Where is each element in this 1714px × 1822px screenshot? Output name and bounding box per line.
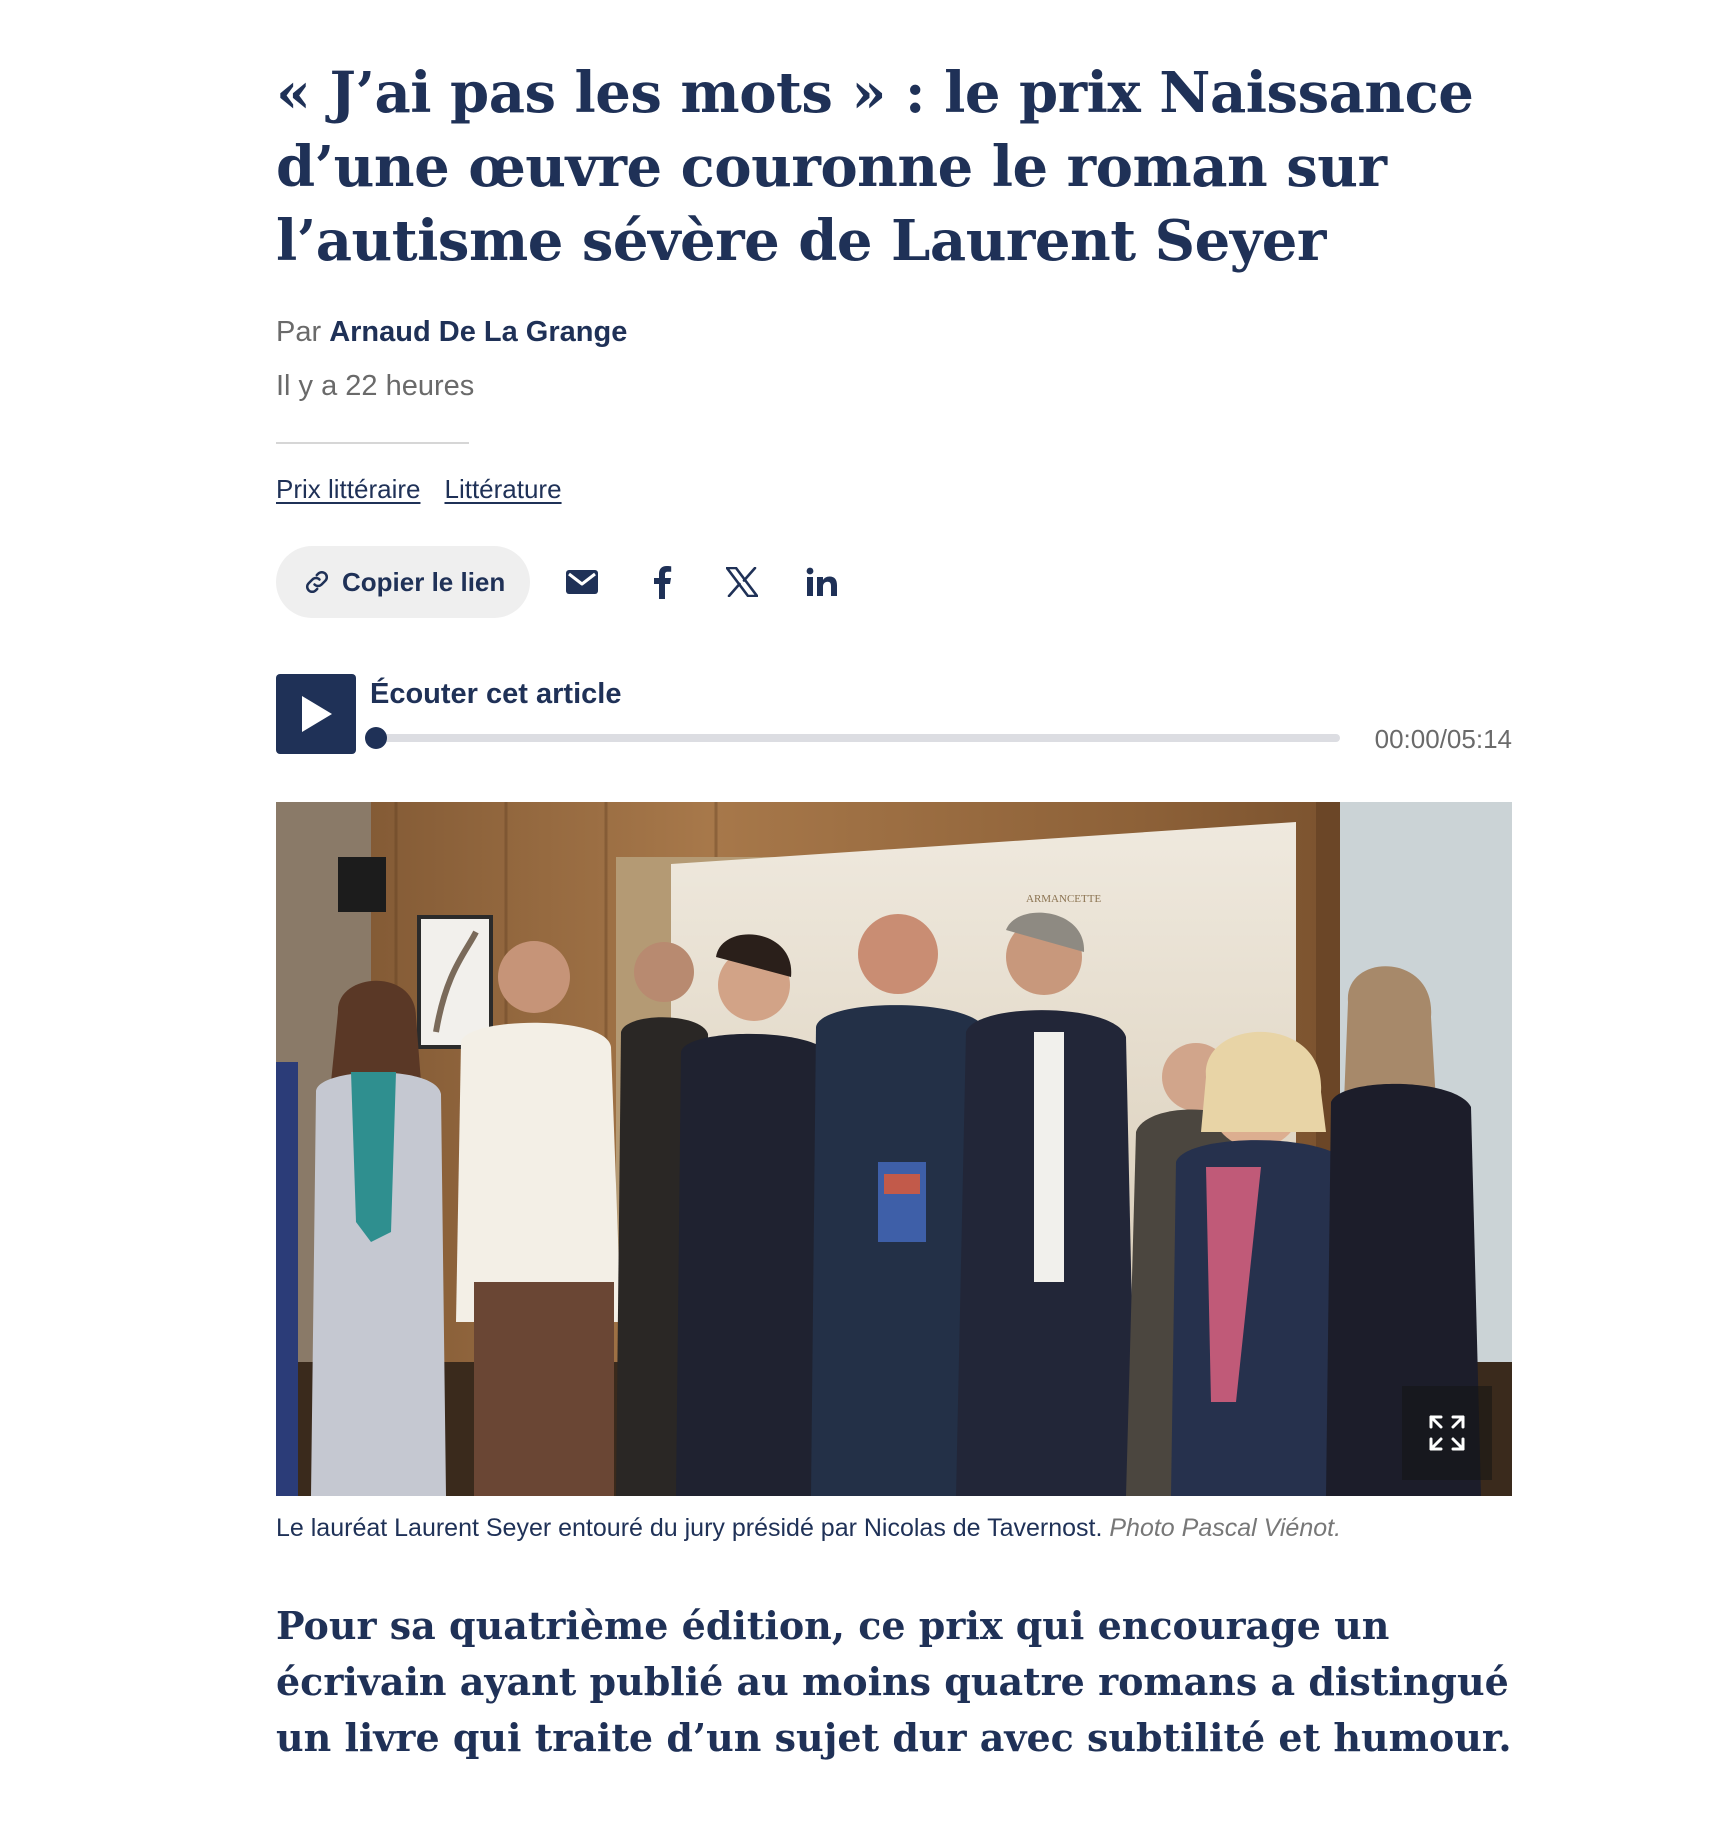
facebook-icon [651,565,673,599]
link-icon [302,567,332,597]
photo-credit: Photo Pascal Viénot. [1109,1514,1342,1542]
tag-litterature[interactable]: Littérature [444,474,562,504]
play-icon [298,694,334,734]
linkedin-icon [806,567,838,597]
mail-icon [565,568,599,596]
share-x-button[interactable] [714,554,770,610]
play-button[interactable] [276,674,356,754]
photo-illustration [276,802,1512,1496]
share-email-button[interactable] [554,554,610,610]
player-label: Écouter cet article [370,678,622,710]
article-lede: Pour sa quatrième édition, ce prix qui encourage un écrivain ayant publié au moins quatre romans a distingué un livre qui traite d’un sujet dur avec subtilité et humour. [276,1603,1512,1760]
photo-caption [276,1514,1341,1543]
expand-icon [1427,1413,1467,1453]
tag-list [276,474,562,505]
article-photo[interactable] [276,802,1512,1496]
audio-player [276,674,1512,754]
byline-prefix: Par [276,316,322,348]
tag-prix-litteraire[interactable]: Prix littéraire [276,474,421,504]
player-time: 00:00/05:14 [1374,724,1512,754]
article-headline: « J’ai pas les mots » : le prix Naissance d’une œuvre couronne le roman sur l’autisme sévère de Laurent Seyer [276,60,1474,274]
share-bar [276,546,850,618]
publish-date: Il y a 22 heures [276,370,475,402]
progress-track[interactable] [372,734,1340,742]
copy-link-button[interactable] [276,546,530,618]
byline [276,316,627,349]
share-facebook-button[interactable] [634,554,690,610]
banner-text: ARMANCETTE [1026,893,1102,905]
author-name[interactable]: Arnaud De La Grange [329,316,628,348]
share-linkedin-button[interactable] [794,554,850,610]
progress-knob[interactable] [365,727,387,749]
expand-photo-button[interactable] [1402,1386,1492,1480]
caption-text: Le lauréat Laurent Seyer entouré du jury présidé par Nicolas de Tavernost. [276,1514,1103,1542]
copy-link-label: Copier le lien [342,566,506,597]
divider [276,442,469,444]
x-icon [726,567,758,597]
